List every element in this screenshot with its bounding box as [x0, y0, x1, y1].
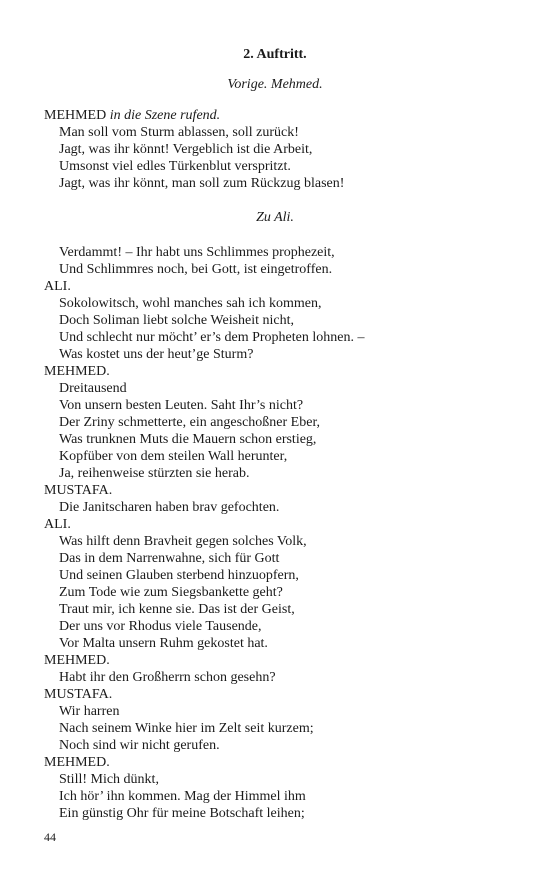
speaker-name: MEHMED: [44, 108, 107, 123]
speaker-name: MEHMED.: [44, 653, 110, 668]
verse-line: Zum Tode wie zum Siegsbankette geht?: [59, 585, 283, 600]
dialogue-block: [44, 244, 524, 822]
verse-line: Jagt, was ihr könnt, man soll zum Rückzug blasen!: [59, 176, 345, 191]
verse-line: Das in dem Narrenwahne, sich für Gott: [59, 551, 280, 566]
verse-line: Was trunknen Muts die Mauern schon erstieg,: [59, 432, 317, 447]
verse-line: Und seinen Glauben sterbend hinzuopfern,: [59, 568, 299, 583]
verse-line: Von unsern besten Leuten. Saht Ihr’s nicht?: [59, 398, 304, 413]
verse-line: Wir harren: [59, 704, 120, 719]
scene-title: 2. Auftritt.: [243, 47, 307, 62]
verse-line: Kopfüber von dem steilen Wall herunter,: [59, 449, 288, 464]
verse-line: Doch Soliman liebt solche Weisheit nicht,: [59, 313, 295, 328]
verse-line: Sokolowitsch, wohl manches sah ich kommen,: [59, 296, 322, 311]
verse-line: Ein günstig Ohr für meine Botschaft leihen;: [59, 806, 305, 821]
stage-direction-inline: in die Szene rufend.: [109, 108, 221, 123]
verse-line: Umsonst viel edles Türkenblut verspritzt.: [59, 159, 291, 174]
verse-line: Was kostet uns der heut’ge Sturm?: [59, 347, 254, 362]
verse-line: Man soll vom Sturm ablassen, soll zurück!: [59, 125, 299, 140]
stage-direction-centered: Zu Ali.: [256, 210, 294, 225]
verse-line: Der uns vor Rhodus viele Tausende,: [59, 619, 262, 634]
verse-line: Dreitausend: [59, 381, 127, 396]
scene-characters: Vorige. Mehmed.: [227, 77, 323, 92]
verse-line: Ja, reihenweise stürzten sie herab.: [59, 466, 250, 481]
verse-line: Jagt, was ihr könnt! Vergeblich ist die Arbeit,: [59, 142, 313, 157]
speaker-line: [44, 107, 524, 124]
page-number: 44: [44, 830, 56, 844]
verse-line: Und Schlimmres noch, bei Gott, ist eingetroffen.: [59, 262, 333, 277]
speech-block-mehmed-opening: [44, 107, 524, 192]
speaker-name: MEHMED.: [44, 364, 110, 379]
verse-line: Traut mir, ich kenne sie. Das ist der Geist,: [59, 602, 295, 617]
verse-line: Ich hör’ ihn kommen. Mag der Himmel ihm: [59, 789, 306, 804]
verse-line: Habt ihr den Großherrn schon gesehn?: [59, 670, 276, 685]
verse-line: Still! Mich dünkt,: [59, 772, 159, 787]
speaker-name: MUSTAFA.: [44, 483, 113, 498]
verse-line: Und schlecht nur möcht’ er’s dem Propheten lohnen. –: [59, 330, 365, 345]
speaker-name: MEHMED.: [44, 755, 110, 770]
verse-line: Vor Malta unsern Ruhm gekostet hat.: [59, 636, 268, 651]
speaker-name: ALI.: [44, 279, 71, 294]
speaker-name: ALI.: [44, 517, 71, 532]
verse-line: Der Zriny schmetterte, ein angeschoßner Eber,: [59, 415, 321, 430]
verse-line: Nach seinem Winke hier im Zelt seit kurzem;: [59, 721, 314, 736]
verse-line: Verdammt! – Ihr habt uns Schlimmes prophezeit,: [59, 245, 335, 260]
verse-line: Was hilft denn Bravheit gegen solches Volk,: [59, 534, 307, 549]
speaker-name: MUSTAFA.: [44, 687, 113, 702]
verse-line: Die Janitscharen haben brav gefochten.: [59, 500, 280, 515]
verse-line: Noch sind wir nicht gerufen.: [59, 738, 220, 753]
